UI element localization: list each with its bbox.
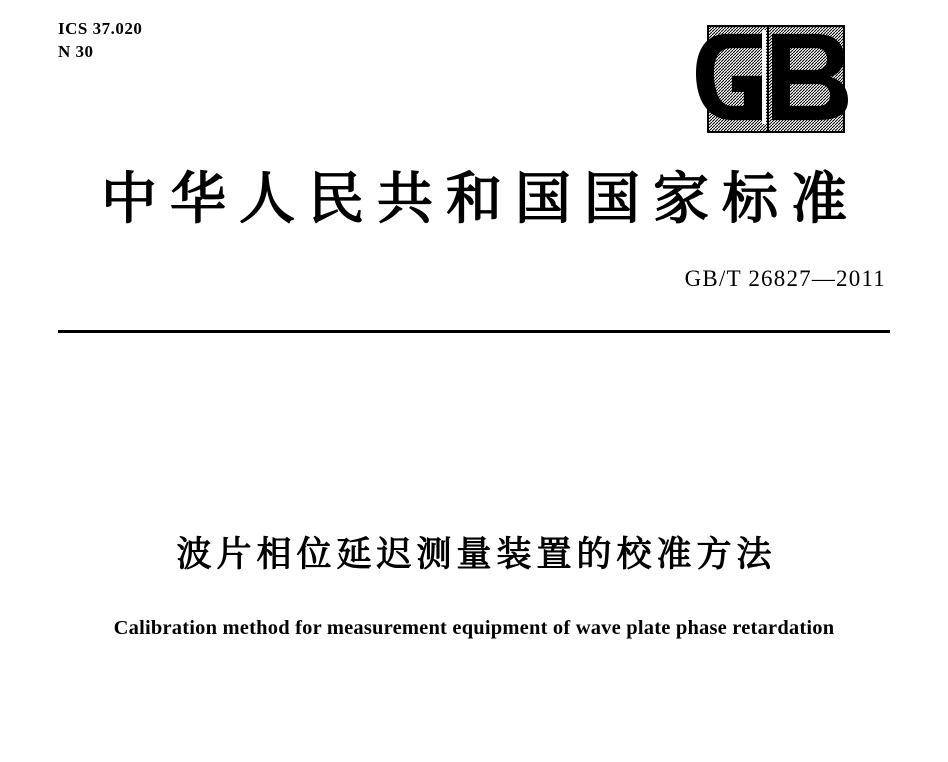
gb-emblem-icon xyxy=(640,20,890,140)
horizontal-divider xyxy=(58,330,890,333)
document-title-english: Calibration method for measurement equipment of wave plate phase retardation xyxy=(113,617,835,639)
ics-classification-block xyxy=(58,18,142,64)
classification-code: N 30 xyxy=(58,41,94,61)
document-title-chinese: 波片相位延迟测量装置的校准方法 xyxy=(176,534,777,575)
ics-code: ICS 37.020 xyxy=(58,19,143,38)
national-standard-heading: 中华人民共和国国家标准 xyxy=(101,166,860,232)
standard-number: GB/T 26827—2011 xyxy=(684,266,886,291)
